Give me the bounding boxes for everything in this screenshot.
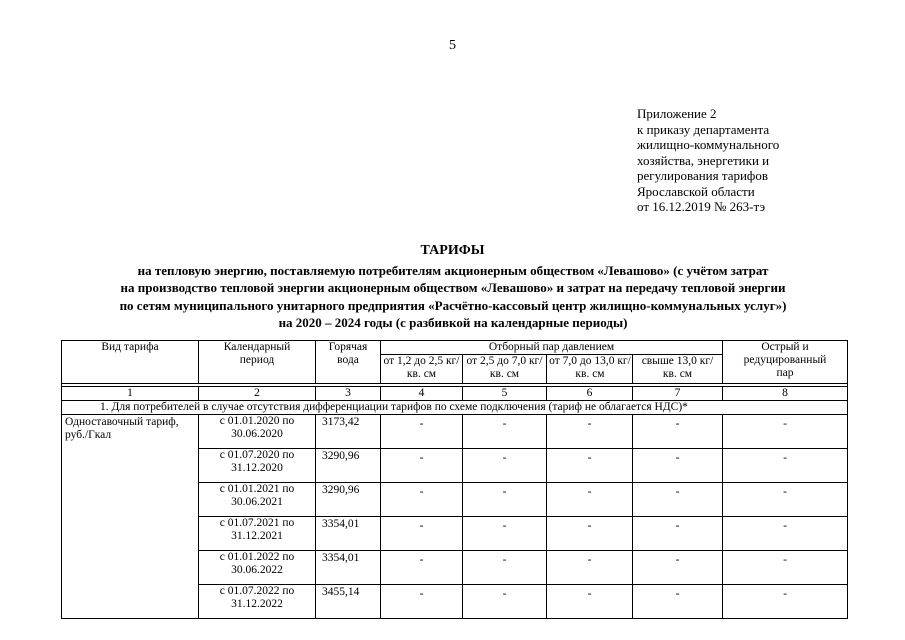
subtitle-line: на 2020 – 2024 годы (с разбивкой на календарные периоды)	[278, 314, 628, 330]
header-steam-4-text: свыше 13,0 кг/кв. см	[641, 355, 714, 380]
document-title: ТАРИФЫ	[420, 243, 485, 258]
header-steam-3-text: от 7,0 до 13,0 кг/кв. см	[549, 355, 631, 380]
steam-2-cell: -	[463, 517, 547, 551]
appendix-line: регулирования тарифов	[637, 168, 768, 183]
sharp-steam-cell: -	[723, 517, 848, 551]
header-steam-2-text: от 2,5 до 7,0 кг/кв. см	[466, 355, 543, 380]
steam-1-cell: -	[381, 449, 463, 483]
column-number: 8	[723, 387, 848, 401]
steam-4-cell: -	[633, 483, 723, 517]
table-row	[62, 415, 848, 449]
column-number: 3	[316, 387, 381, 401]
subtitle-line: на производство тепловой энергии акционерным обществом «Левашово» и затрат на передачу тепловой энергии	[120, 280, 786, 296]
header-steam-group: Отборный пар давлением	[381, 341, 723, 355]
column-number: 5	[463, 387, 547, 401]
steam-3-cell: -	[547, 517, 633, 551]
steam-4-cell: -	[633, 415, 723, 449]
period-cell	[199, 551, 316, 585]
period-cell	[199, 483, 316, 517]
steam-4-cell: -	[633, 585, 723, 619]
period-cell	[199, 415, 316, 449]
hot-water-cell: 3354,01	[316, 517, 381, 551]
hot-water-cell: 3290,96	[316, 483, 381, 517]
steam-2-cell: -	[463, 551, 547, 585]
appendix-line: жилищно-коммунального	[637, 137, 780, 152]
steam-1-cell: -	[381, 517, 463, 551]
header-steam-3	[547, 355, 633, 384]
period-cell	[199, 517, 316, 551]
column-number: 7	[633, 387, 723, 401]
appendix-line: Приложение 2	[637, 106, 717, 121]
appendix-block	[637, 106, 779, 215]
hot-water-cell: 3455,14	[316, 585, 381, 619]
period-text: с 01.01.2021 по 30.06.2021	[219, 483, 295, 508]
tariff-type-text: Одноставочный тариф, руб./Гкал	[65, 416, 179, 441]
document-subtitle	[58, 262, 848, 331]
steam-1-cell: -	[381, 415, 463, 449]
sharp-steam-cell: -	[723, 585, 848, 619]
steam-2-cell: -	[463, 585, 547, 619]
period-text: с 01.07.2020 по 31.12.2020	[219, 449, 295, 474]
header-sharp-steam-text: Острый и редуцированный пар	[743, 341, 827, 379]
header-steam-4	[633, 355, 723, 384]
subtitle-line: на тепловую энергию, поставляемую потребителям акционерным обществом «Левашово» (с учётом затрат	[137, 263, 769, 278]
steam-4-cell: -	[633, 449, 723, 483]
tariff-table	[61, 340, 848, 619]
period-text: с 01.07.2021 по 31.12.2021	[219, 517, 295, 542]
column-number: 6	[547, 387, 633, 401]
tariff-type-cell	[62, 415, 199, 619]
steam-3-cell: -	[547, 585, 633, 619]
column-number: 4	[381, 387, 463, 401]
hot-water-cell: 3290,96	[316, 449, 381, 483]
steam-4-cell: -	[633, 517, 723, 551]
period-text: с 01.01.2020 по 30.06.2020	[219, 415, 295, 440]
steam-3-cell: -	[547, 449, 633, 483]
header-period	[199, 341, 316, 384]
period-cell	[199, 585, 316, 619]
steam-3-cell: -	[547, 551, 633, 585]
appendix-line: хозяйства, энергетики и	[637, 152, 770, 168]
steam-2-cell: -	[463, 449, 547, 483]
header-sharp-steam	[723, 341, 848, 384]
hot-water-cell: 3173,42	[316, 415, 381, 449]
steam-1-cell: -	[381, 483, 463, 517]
steam-2-cell: -	[463, 483, 547, 517]
period-cell	[199, 449, 316, 483]
header-steam-1-text: от 1,2 до 2,5 кг/кв. см	[383, 355, 460, 380]
header-steam-2	[463, 355, 547, 384]
header-period-text: Календарный период	[223, 341, 291, 366]
appendix-line: Ярославской области	[637, 183, 755, 199]
steam-1-cell: -	[381, 551, 463, 585]
steam-4-cell: -	[633, 551, 723, 585]
sharp-steam-cell: -	[723, 415, 848, 449]
appendix-line: от 16.12.2019 № 263-тэ	[637, 199, 766, 214]
hot-water-cell: 3354,01	[316, 551, 381, 585]
sharp-steam-cell: -	[723, 551, 848, 585]
subtitle-line: по сетям муниципального унитарного предприятия «Расчётно-кассовый центр жилищно-коммунальных услуг»)	[119, 297, 787, 313]
period-text: с 01.01.2022 по 30.06.2022	[219, 551, 295, 576]
steam-2-cell: -	[463, 415, 547, 449]
column-number: 2	[199, 387, 316, 401]
steam-3-cell: -	[547, 483, 633, 517]
appendix-line: к приказу департамента	[637, 121, 770, 137]
sharp-steam-cell: -	[723, 449, 848, 483]
column-number: 1	[62, 387, 199, 401]
header-hot-water	[316, 341, 381, 384]
header-tariff-type: Вид тарифа	[62, 341, 199, 384]
period-text: с 01.07.2022 по 31.12.2022	[219, 585, 295, 610]
section-heading: 1. Для потребителей в случае отсутствия дифференциации тарифов по схеме подключения (тариф не облагается НДС)*	[62, 401, 848, 415]
page-number: 5	[449, 38, 456, 53]
steam-3-cell: -	[547, 415, 633, 449]
header-hot-water-text: Горячая вода	[328, 341, 368, 366]
steam-1-cell: -	[381, 585, 463, 619]
sharp-steam-cell: -	[723, 483, 848, 517]
header-steam-1	[381, 355, 463, 384]
